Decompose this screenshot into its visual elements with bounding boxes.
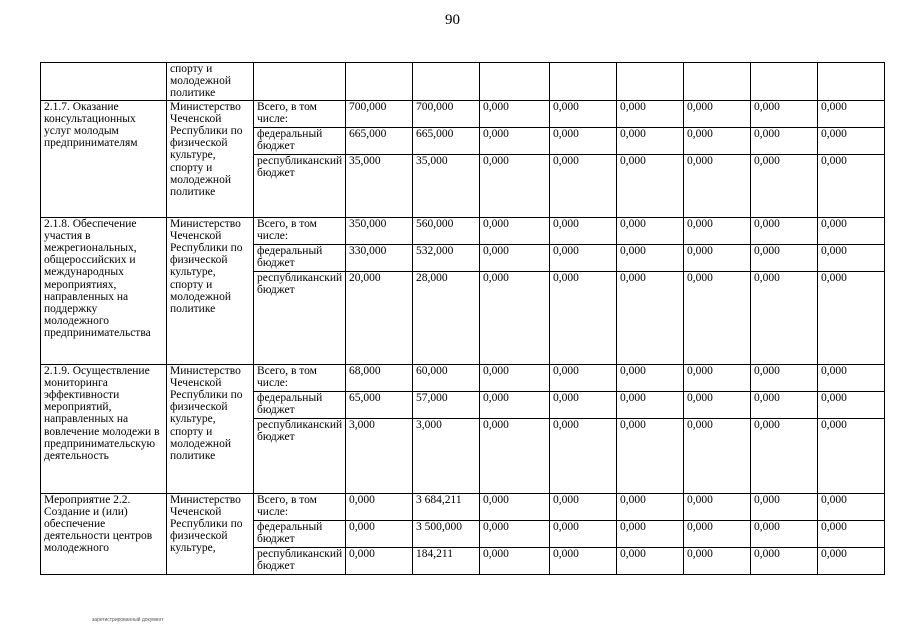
value-cell: 0,000 <box>617 418 684 493</box>
footer-note: зарегистрированный документ <box>92 617 164 623</box>
source-cell: республиканский бюджет <box>254 547 346 574</box>
measure-name-cell: Мероприятие 2.2. Создание и (или) обеспечение деятельности центров молодежного <box>41 493 167 574</box>
value-cell: 0,000 <box>751 547 818 574</box>
value-cell: 0,000 <box>480 271 550 364</box>
value-cell: 0,000 <box>480 520 550 547</box>
value-cell: 0,000 <box>617 364 684 391</box>
value-cell: 3 500,000 <box>413 520 480 547</box>
value-cell: 0,000 <box>346 493 413 520</box>
value-cell: 0,000 <box>751 217 818 244</box>
value-cell <box>684 63 751 101</box>
value-cell: 3,000 <box>346 418 413 493</box>
value-cell: 28,000 <box>413 271 480 364</box>
value-cell: 0,000 <box>617 154 684 217</box>
value-cell: 0,000 <box>818 100 885 127</box>
value-cell: 0,000 <box>684 271 751 364</box>
value-cell: 65,000 <box>346 391 413 418</box>
executor-cell: Министерство Чеченской Республики по физической культуре, спорту и молодежной политике <box>167 364 254 493</box>
source-cell <box>254 63 346 101</box>
value-cell: 57,000 <box>413 391 480 418</box>
executor-cell: Министерство Чеченской Республики по физической культуре, спорту и молодежной политике <box>167 100 254 217</box>
value-cell: 0,000 <box>684 244 751 271</box>
value-cell: 700,000 <box>413 100 480 127</box>
value-cell <box>550 63 617 101</box>
value-cell: 0,000 <box>480 154 550 217</box>
value-cell: 0,000 <box>818 520 885 547</box>
source-cell: Всего, в том числе: <box>254 364 346 391</box>
value-cell: 0,000 <box>550 154 617 217</box>
value-cell: 665,000 <box>413 127 480 154</box>
value-cell: 0,000 <box>818 217 885 244</box>
value-cell: 0,000 <box>550 547 617 574</box>
value-cell: 330,000 <box>346 244 413 271</box>
value-cell: 665,000 <box>346 127 413 154</box>
value-cell: 0,000 <box>684 364 751 391</box>
value-cell: 0,000 <box>346 520 413 547</box>
measure-name-cell: 2.1.7. Оказание консультационных услуг молодым предпринимателям <box>41 100 167 217</box>
value-cell: 0,000 <box>550 364 617 391</box>
value-cell: 68,000 <box>346 364 413 391</box>
measure-name-cell: 2.1.9. Осуществление мониторинга эффективности мероприятий, направленных на вовлечение молодежи в предпринимательскую деятельность <box>41 364 167 493</box>
source-cell: Всего, в том числе: <box>254 217 346 244</box>
value-cell <box>480 63 550 101</box>
table-row <box>41 493 885 520</box>
value-cell: 3 684,211 <box>413 493 480 520</box>
source-cell: федеральный бюджет <box>254 244 346 271</box>
value-cell: 0,000 <box>550 127 617 154</box>
source-cell: республиканский бюджет <box>254 154 346 217</box>
value-cell: 0,000 <box>617 244 684 271</box>
value-cell: 0,000 <box>480 493 550 520</box>
value-cell: 0,000 <box>684 547 751 574</box>
value-cell: 0,000 <box>480 127 550 154</box>
value-cell: 0,000 <box>550 520 617 547</box>
source-cell: Всего, в том числе: <box>254 100 346 127</box>
value-cell: 0,000 <box>818 493 885 520</box>
value-cell: 560,000 <box>413 217 480 244</box>
value-cell: 0,000 <box>480 418 550 493</box>
value-cell: 0,000 <box>684 418 751 493</box>
measure-name-cell <box>41 63 167 101</box>
value-cell: 0,000 <box>617 493 684 520</box>
executor-cell: Министерство Чеченской Республики по физической культуре, <box>167 493 254 574</box>
value-cell: 0,000 <box>751 520 818 547</box>
value-cell: 0,000 <box>550 391 617 418</box>
value-cell: 0,000 <box>346 547 413 574</box>
value-cell: 184,211 <box>413 547 480 574</box>
budget-table <box>40 62 885 575</box>
value-cell: 0,000 <box>617 100 684 127</box>
value-cell: 532,000 <box>413 244 480 271</box>
value-cell: 0,000 <box>480 391 550 418</box>
value-cell: 0,000 <box>684 493 751 520</box>
source-cell: республиканский бюджет <box>254 271 346 364</box>
value-cell: 0,000 <box>751 127 818 154</box>
value-cell: 0,000 <box>818 154 885 217</box>
value-cell: 0,000 <box>550 100 617 127</box>
value-cell: 0,000 <box>617 547 684 574</box>
executor-cell: спорту и молодежной политике <box>167 63 254 101</box>
value-cell: 0,000 <box>684 217 751 244</box>
value-cell: 0,000 <box>818 127 885 154</box>
value-cell: 0,000 <box>751 364 818 391</box>
value-cell: 0,000 <box>617 520 684 547</box>
source-cell: федеральный бюджет <box>254 391 346 418</box>
value-cell: 0,000 <box>684 391 751 418</box>
value-cell: 0,000 <box>617 127 684 154</box>
value-cell: 0,000 <box>751 154 818 217</box>
value-cell: 0,000 <box>480 100 550 127</box>
value-cell: 0,000 <box>751 493 818 520</box>
value-cell: 0,000 <box>818 418 885 493</box>
value-cell: 0,000 <box>751 271 818 364</box>
value-cell: 0,000 <box>550 244 617 271</box>
value-cell <box>346 63 413 101</box>
value-cell: 0,000 <box>617 217 684 244</box>
value-cell: 0,000 <box>684 154 751 217</box>
value-cell <box>617 63 684 101</box>
value-cell: 0,000 <box>684 127 751 154</box>
value-cell: 0,000 <box>818 547 885 574</box>
value-cell <box>413 63 480 101</box>
value-cell: 0,000 <box>751 244 818 271</box>
value-cell <box>818 63 885 101</box>
page-number: 90 <box>445 12 460 28</box>
value-cell: 0,000 <box>617 271 684 364</box>
value-cell: 0,000 <box>480 244 550 271</box>
value-cell: 0,000 <box>550 271 617 364</box>
value-cell: 35,000 <box>346 154 413 217</box>
value-cell: 0,000 <box>818 244 885 271</box>
value-cell: 0,000 <box>480 217 550 244</box>
table-row <box>41 100 885 127</box>
table-row <box>41 63 885 101</box>
value-cell: 0,000 <box>818 271 885 364</box>
value-cell: 0,000 <box>550 493 617 520</box>
measure-name-cell: 2.1.8. Обеспечение участия в межрегиональных, общероссийских и международных мероприятиях, направленных на поддержку молодежного предпринимательства <box>41 217 167 364</box>
source-cell: федеральный бюджет <box>254 520 346 547</box>
executor-cell: Министерство Чеченской Республики по физической культуре, спорту и молодежной политике <box>167 217 254 364</box>
value-cell <box>751 63 818 101</box>
table-body <box>41 63 885 575</box>
value-cell: 35,000 <box>413 154 480 217</box>
source-cell: Всего, в том числе: <box>254 493 346 520</box>
value-cell: 350,000 <box>346 217 413 244</box>
source-cell: федеральный бюджет <box>254 127 346 154</box>
value-cell: 60,000 <box>413 364 480 391</box>
value-cell: 0,000 <box>550 418 617 493</box>
value-cell: 0,000 <box>751 418 818 493</box>
value-cell: 0,000 <box>480 547 550 574</box>
value-cell: 0,000 <box>751 100 818 127</box>
table-row <box>41 364 885 391</box>
value-cell: 3,000 <box>413 418 480 493</box>
value-cell: 0,000 <box>684 100 751 127</box>
value-cell: 0,000 <box>480 364 550 391</box>
value-cell: 0,000 <box>684 520 751 547</box>
value-cell: 0,000 <box>818 364 885 391</box>
source-cell: республиканский бюджет <box>254 418 346 493</box>
table-row <box>41 217 885 244</box>
value-cell: 0,000 <box>550 217 617 244</box>
value-cell: 0,000 <box>617 391 684 418</box>
value-cell: 20,000 <box>346 271 413 364</box>
value-cell: 0,000 <box>818 391 885 418</box>
value-cell: 0,000 <box>751 391 818 418</box>
value-cell: 700,000 <box>346 100 413 127</box>
